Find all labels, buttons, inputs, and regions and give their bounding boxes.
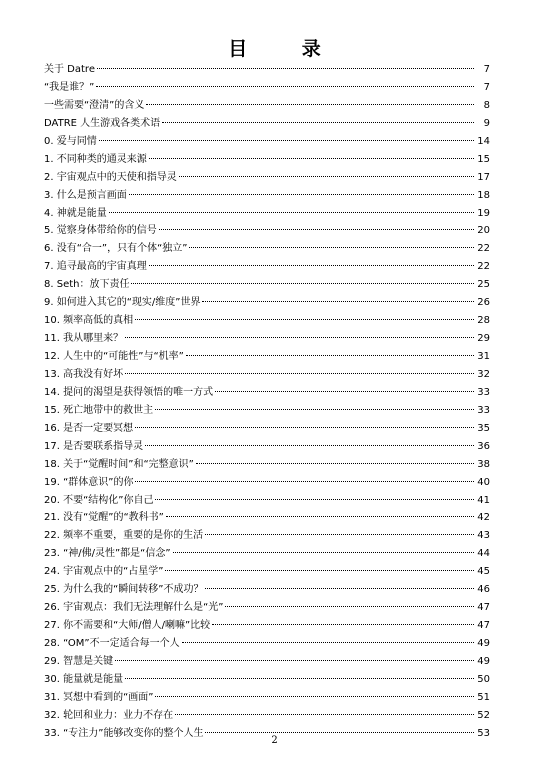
toc-entry[interactable] [44, 384, 490, 402]
toc-entry-label: 23. “神/佛/灵性”都是“信念” [44, 548, 171, 560]
dot-leader [146, 104, 474, 105]
toc-entry-label: 21. 没有“觉醒”的“教科书” [44, 512, 164, 524]
toc-entry-page: 36 [477, 440, 490, 452]
toc-entry-label: 20. 不要“结构化”你自己 [44, 494, 154, 506]
toc-entry-page: 15 [477, 153, 490, 165]
toc-entry[interactable] [44, 617, 490, 635]
toc-entry-label: 17. 是否要联系指导灵 [44, 440, 144, 452]
toc-entry[interactable] [44, 474, 490, 492]
toc-entry-page: 51 [477, 691, 490, 703]
toc-entry-label: 28. “OM”不一定适合每一个人 [44, 638, 180, 649]
toc-entry-page: 25 [477, 279, 490, 291]
toc-entry-page: 33 [477, 404, 490, 416]
table-of-contents [44, 61, 490, 743]
toc-entry-label: 15. 死亡地带中的救世主 [44, 404, 154, 416]
toc-entry-page: 7 [483, 64, 490, 75]
toc-entry-label: 6. 没有“合一”，只有个体“独立” [44, 243, 188, 255]
toc-entry-page: 26 [477, 297, 490, 309]
dot-leader [109, 212, 474, 213]
toc-entry[interactable] [44, 545, 490, 563]
dot-leader [173, 552, 474, 553]
toc-entry-page: 44 [477, 548, 490, 560]
toc-entry-page: 49 [477, 638, 490, 649]
dot-leader [205, 732, 474, 733]
toc-entry[interactable] [44, 599, 490, 617]
dot-leader [166, 516, 474, 517]
dot-leader [149, 265, 474, 266]
toc-entry-label: 2. 宇宙观点中的天使和指导灵 [44, 171, 177, 183]
dot-leader [162, 122, 474, 123]
toc-entry-page: 22 [477, 261, 490, 273]
toc-entry[interactable] [44, 366, 490, 384]
toc-entry[interactable] [44, 420, 490, 438]
toc-entry-label: DATRE 人生游戏各类术语 [44, 117, 161, 129]
dot-leader [149, 158, 474, 159]
toc-entry[interactable] [44, 581, 490, 599]
dot-leader [125, 337, 474, 338]
dot-leader [145, 445, 474, 446]
toc-entry[interactable] [44, 294, 490, 312]
dot-leader [182, 642, 474, 643]
toc-entry-page: 45 [477, 566, 490, 578]
toc-entry-label: 4. 神就是能量 [44, 207, 107, 219]
dot-leader [225, 606, 474, 607]
dot-leader [155, 696, 474, 697]
toc-entry-label: 13. 高我没有好坏 [44, 368, 124, 380]
toc-entry-label: 26. 宇宙观点：我们无法理解什么是“光” [44, 602, 224, 614]
toc-entry-label: 14. 提问的渴望是获得领悟的唯一方式 [44, 386, 214, 398]
toc-entry-page: 46 [477, 584, 490, 596]
toc-entry[interactable] [44, 276, 490, 294]
dot-leader [99, 140, 474, 141]
toc-entry-page: 47 [477, 602, 490, 614]
toc-entry[interactable] [44, 671, 490, 689]
toc-entry-label: 24. 宇宙观点中的“占星学” [44, 566, 164, 578]
toc-entry-page: 53 [477, 727, 490, 739]
toc-entry[interactable] [44, 492, 490, 510]
toc-entry-page: 33 [477, 386, 490, 398]
toc-entry-label: 关于 Datre [44, 64, 95, 75]
toc-entry-label: 9. 如何进入其它的“现实/维度”世界 [44, 297, 201, 309]
toc-entry[interactable] [44, 527, 490, 545]
toc-entry-page: 42 [477, 512, 490, 524]
toc-entry-label: 一些需要“澄清”的含义 [44, 99, 145, 111]
toc-entry[interactable] [44, 438, 490, 456]
toc-entry-page: 22 [477, 243, 490, 255]
toc-entry-label: 8. Seth：放下责任 [44, 279, 130, 291]
toc-entry[interactable] [44, 312, 490, 330]
dot-leader [155, 409, 474, 410]
toc-entry[interactable] [44, 707, 490, 725]
toc-entry[interactable] [44, 133, 490, 151]
dot-leader [189, 247, 474, 248]
toc-entry-page: 7 [483, 81, 490, 93]
toc-entry-label: 33. “专注力”能够改变你的整个人生 [44, 727, 204, 739]
toc-entry-label: 0. 爱与同情 [44, 135, 97, 147]
toc-entry-page: 41 [477, 494, 490, 506]
toc-entry-label: “我是谁？” [44, 81, 95, 93]
toc-entry[interactable] [44, 653, 490, 671]
dot-leader [129, 194, 474, 195]
dot-leader [175, 714, 474, 715]
toc-entry-label: 7. 追寻最高的宇宙真理 [44, 261, 147, 273]
toc-entry-label: 30. 能量就是能量 [44, 673, 124, 685]
dot-leader [155, 499, 474, 500]
toc-entry-label: 29. 智慧是关键 [44, 655, 114, 667]
dot-leader [196, 463, 474, 464]
toc-entry-label: 5. 觉察身体带给你的信号 [44, 225, 157, 237]
dot-leader [115, 660, 474, 661]
toc-entry-label: 11. 我从哪里来？ [44, 333, 124, 345]
toc-entry[interactable] [44, 348, 490, 366]
toc-entry[interactable] [44, 258, 490, 276]
toc-entry[interactable] [44, 169, 490, 187]
toc-entry-page: 32 [477, 368, 490, 380]
dot-leader [205, 534, 474, 535]
toc-entry-page: 43 [477, 530, 490, 542]
toc-entry-label: 31. 冥想中看到的“画面” [44, 691, 154, 703]
dot-leader [125, 678, 474, 679]
toc-entry-page: 49 [477, 655, 490, 667]
toc-entry-page: 17 [477, 171, 490, 183]
toc-entry-label: 3. 什么是预言画面 [44, 189, 127, 201]
toc-entry-page: 50 [477, 673, 490, 685]
toc-entry[interactable] [44, 222, 490, 240]
dot-leader [159, 229, 474, 230]
dot-leader [97, 68, 474, 69]
toc-entry-label: 12. 人生中的“可能性”与“机率” [44, 351, 184, 362]
toc-entry[interactable] [44, 635, 490, 653]
toc-entry-page: 28 [477, 315, 490, 327]
toc-entry-page: 18 [477, 189, 490, 201]
dot-leader [135, 481, 474, 482]
dot-leader [131, 283, 474, 284]
toc-entry-label: 25. 为什么我的“瞬间转移”不成功？ [44, 584, 204, 596]
toc-entry-page: 31 [477, 351, 490, 362]
toc-entry-page: 9 [483, 117, 490, 129]
toc-entry-page: 14 [477, 135, 490, 147]
toc-entry[interactable] [44, 205, 490, 223]
toc-entry[interactable] [44, 330, 490, 348]
toc-entry-label: 18. 关于“觉醒时间”和“完整意识” [44, 458, 194, 470]
toc-entry-page: 20 [477, 225, 490, 237]
toc-entry[interactable] [44, 563, 490, 581]
toc-entry-label: 1. 不同种类的通灵来源 [44, 153, 147, 165]
dot-leader [215, 391, 474, 392]
dot-leader [125, 373, 474, 374]
toc-entry[interactable] [44, 689, 490, 707]
toc-entry-page: 35 [477, 422, 490, 434]
dot-leader [135, 319, 474, 320]
toc-entry[interactable] [44, 187, 490, 205]
toc-entry-label: 16. 是否一定要冥想 [44, 422, 134, 434]
toc-entry-label: 22. 频率不重要，重要的是你的生活 [44, 530, 204, 542]
toc-entry[interactable] [44, 402, 490, 420]
dot-leader [165, 570, 474, 571]
toc-entry-page: 47 [477, 620, 490, 632]
dot-leader [186, 355, 474, 356]
toc-entry[interactable] [44, 456, 490, 474]
page-number: 2 [271, 735, 278, 746]
dot-leader [205, 588, 474, 589]
toc-entry-page: 29 [477, 333, 490, 345]
dot-leader [212, 624, 474, 625]
dot-leader [135, 427, 474, 428]
toc-entry[interactable] [44, 151, 490, 169]
dot-leader [96, 86, 474, 87]
toc-entry-page: 19 [477, 207, 490, 219]
dot-leader [202, 301, 474, 302]
toc-entry-label: 10. 频率高低的真相 [44, 315, 134, 327]
toc-entry[interactable] [44, 97, 490, 115]
dot-leader [179, 176, 474, 177]
toc-entry-label: 19. “群体意识”的你 [44, 476, 134, 488]
toc-entry[interactable] [44, 79, 490, 97]
toc-entry-page: 8 [483, 99, 490, 111]
toc-entry-page: 52 [477, 709, 490, 721]
toc-entry-page: 40 [477, 476, 490, 488]
toc-entry[interactable] [44, 509, 490, 527]
toc-entry-label: 32. 轮回和业力：业力不存在 [44, 709, 174, 721]
toc-entry-label: 27. 你不需要和“大师/僧人/喇嘛”比较 [44, 620, 211, 632]
toc-entry[interactable] [44, 240, 490, 258]
toc-entry-page: 38 [477, 458, 490, 470]
page-title: 目 录 [228, 38, 345, 60]
toc-entry[interactable] [44, 115, 490, 133]
toc-entry[interactable] [44, 61, 490, 79]
